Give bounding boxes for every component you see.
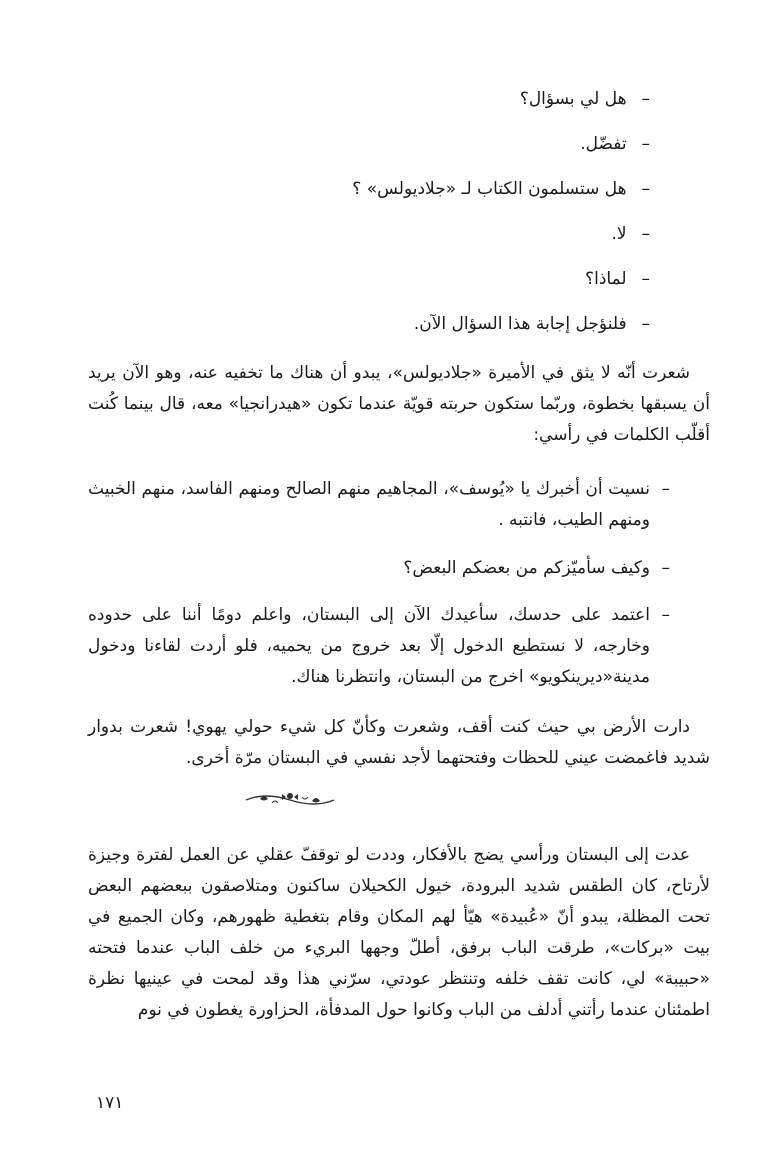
dialogue-dash: – bbox=[641, 134, 650, 154]
dialogue-dash: – bbox=[661, 558, 670, 578]
dialogue-text: لماذا؟ bbox=[585, 269, 627, 289]
dialogue-text: هل ستسلمون الكتاب لـ «جلاديولس» ؟ bbox=[352, 179, 627, 199]
dialogue-dash: – bbox=[641, 89, 650, 109]
dialogue-text: هل لي بسؤال؟ bbox=[519, 89, 627, 109]
floral-divider-icon bbox=[240, 786, 340, 810]
dialogue-line bbox=[88, 268, 650, 290]
dialogue-dash: – bbox=[661, 479, 670, 499]
book-page bbox=[88, 0, 710, 1152]
narrative-paragraph: عدت إلى البستان ورأسي يضج بالأفكار، وددت لو توقفّ عقلي عن العمل لفترة وجيزة لأرتاح، كان الطقس شديد البرودة، خيول الكحيلان ساكنون ومتلاصقون ببعضهم البعض تحت المظلة، يبدو أنّ «عُبيدة» هيّأ لهم المكان وقام بتغطية ظهورهم، وكان الجميع في بيت «بركات»، طرقت الباب برفق، أطلّ وجهها البريء من خلف الباب عندما فتحته «حبيبة» لي، كانت تقف خلفه وتنتظر عودتي، سرّني هذا وقد لمحت في عينيها نظرة اطمئنان عندما رأتني أدلف من الباب وكانوا حول المدفأة، الحزاورة يغطون في نوم bbox=[88, 845, 710, 1020]
dialogue-dash: – bbox=[641, 224, 650, 244]
dialogue-line bbox=[88, 223, 650, 245]
dialogue-dash: – bbox=[641, 314, 650, 334]
dialogue-text: نسيت أن أخبرك يا «يُوسف»، المجاهيم منهم الصالح ومنهم الفاسد، منهم الخبيث ومنهم الطيب، فانتبه . bbox=[88, 479, 650, 530]
dialogue-dash: – bbox=[641, 269, 650, 289]
dialogue-block bbox=[88, 553, 670, 584]
dialogue-dash: – bbox=[641, 179, 650, 199]
dialogue-line bbox=[88, 178, 650, 200]
dialogue-line bbox=[88, 88, 650, 110]
dialogue-line bbox=[88, 133, 650, 155]
dialogue-block bbox=[88, 600, 670, 693]
dialogue-text: اعتمد على حدسك، سأعيدك الآن إلى البستان، واعلم دومًا أننا على حدوده وخارجه، لا نستطيع الدخول إلّا بعد خروج من يحميه، فلو أردت لقاءنا ودخول مدينة«ديرينكويو» اخرج من البستان، وانتظرنا هناك. bbox=[88, 605, 650, 687]
dialogue-dash: – bbox=[661, 605, 670, 625]
dialogue-line bbox=[88, 313, 650, 335]
narrative-paragraph: شعرت أنّه لا يثق في الأميرة «جلاديولس»، يبدو أن هناك ما تخفيه عنه، وهو الآن يريد أن يسبقها بخطوة، وربّما ستكون حربته قويّة عندما تكون «هيدرانجيا» معه، قال بينما كُنت أقلّب الكلمات في رأسي: bbox=[88, 363, 710, 445]
dialogue-text: وكيف سأميّزكم من بعضكم البعض؟ bbox=[403, 558, 650, 578]
dialogue-text: فلنؤجل إجابة هذا السؤال الآن. bbox=[413, 314, 627, 334]
narrative-paragraph: دارت الأرض بي حيث كنت أقف، وشعرت وكأنّ كل شيء حولي يهوي! شعرت بدوار شديد فاغمضت عيني للحظات وفتحتهما لأجد نفسي في البستان مرّة أخرى. bbox=[88, 717, 710, 768]
dialogue-block bbox=[88, 474, 670, 536]
page-number: ١٧١ bbox=[96, 1093, 124, 1113]
dialogue-text: تفضّل. bbox=[580, 134, 627, 154]
dialogue-text: لا. bbox=[611, 224, 627, 244]
